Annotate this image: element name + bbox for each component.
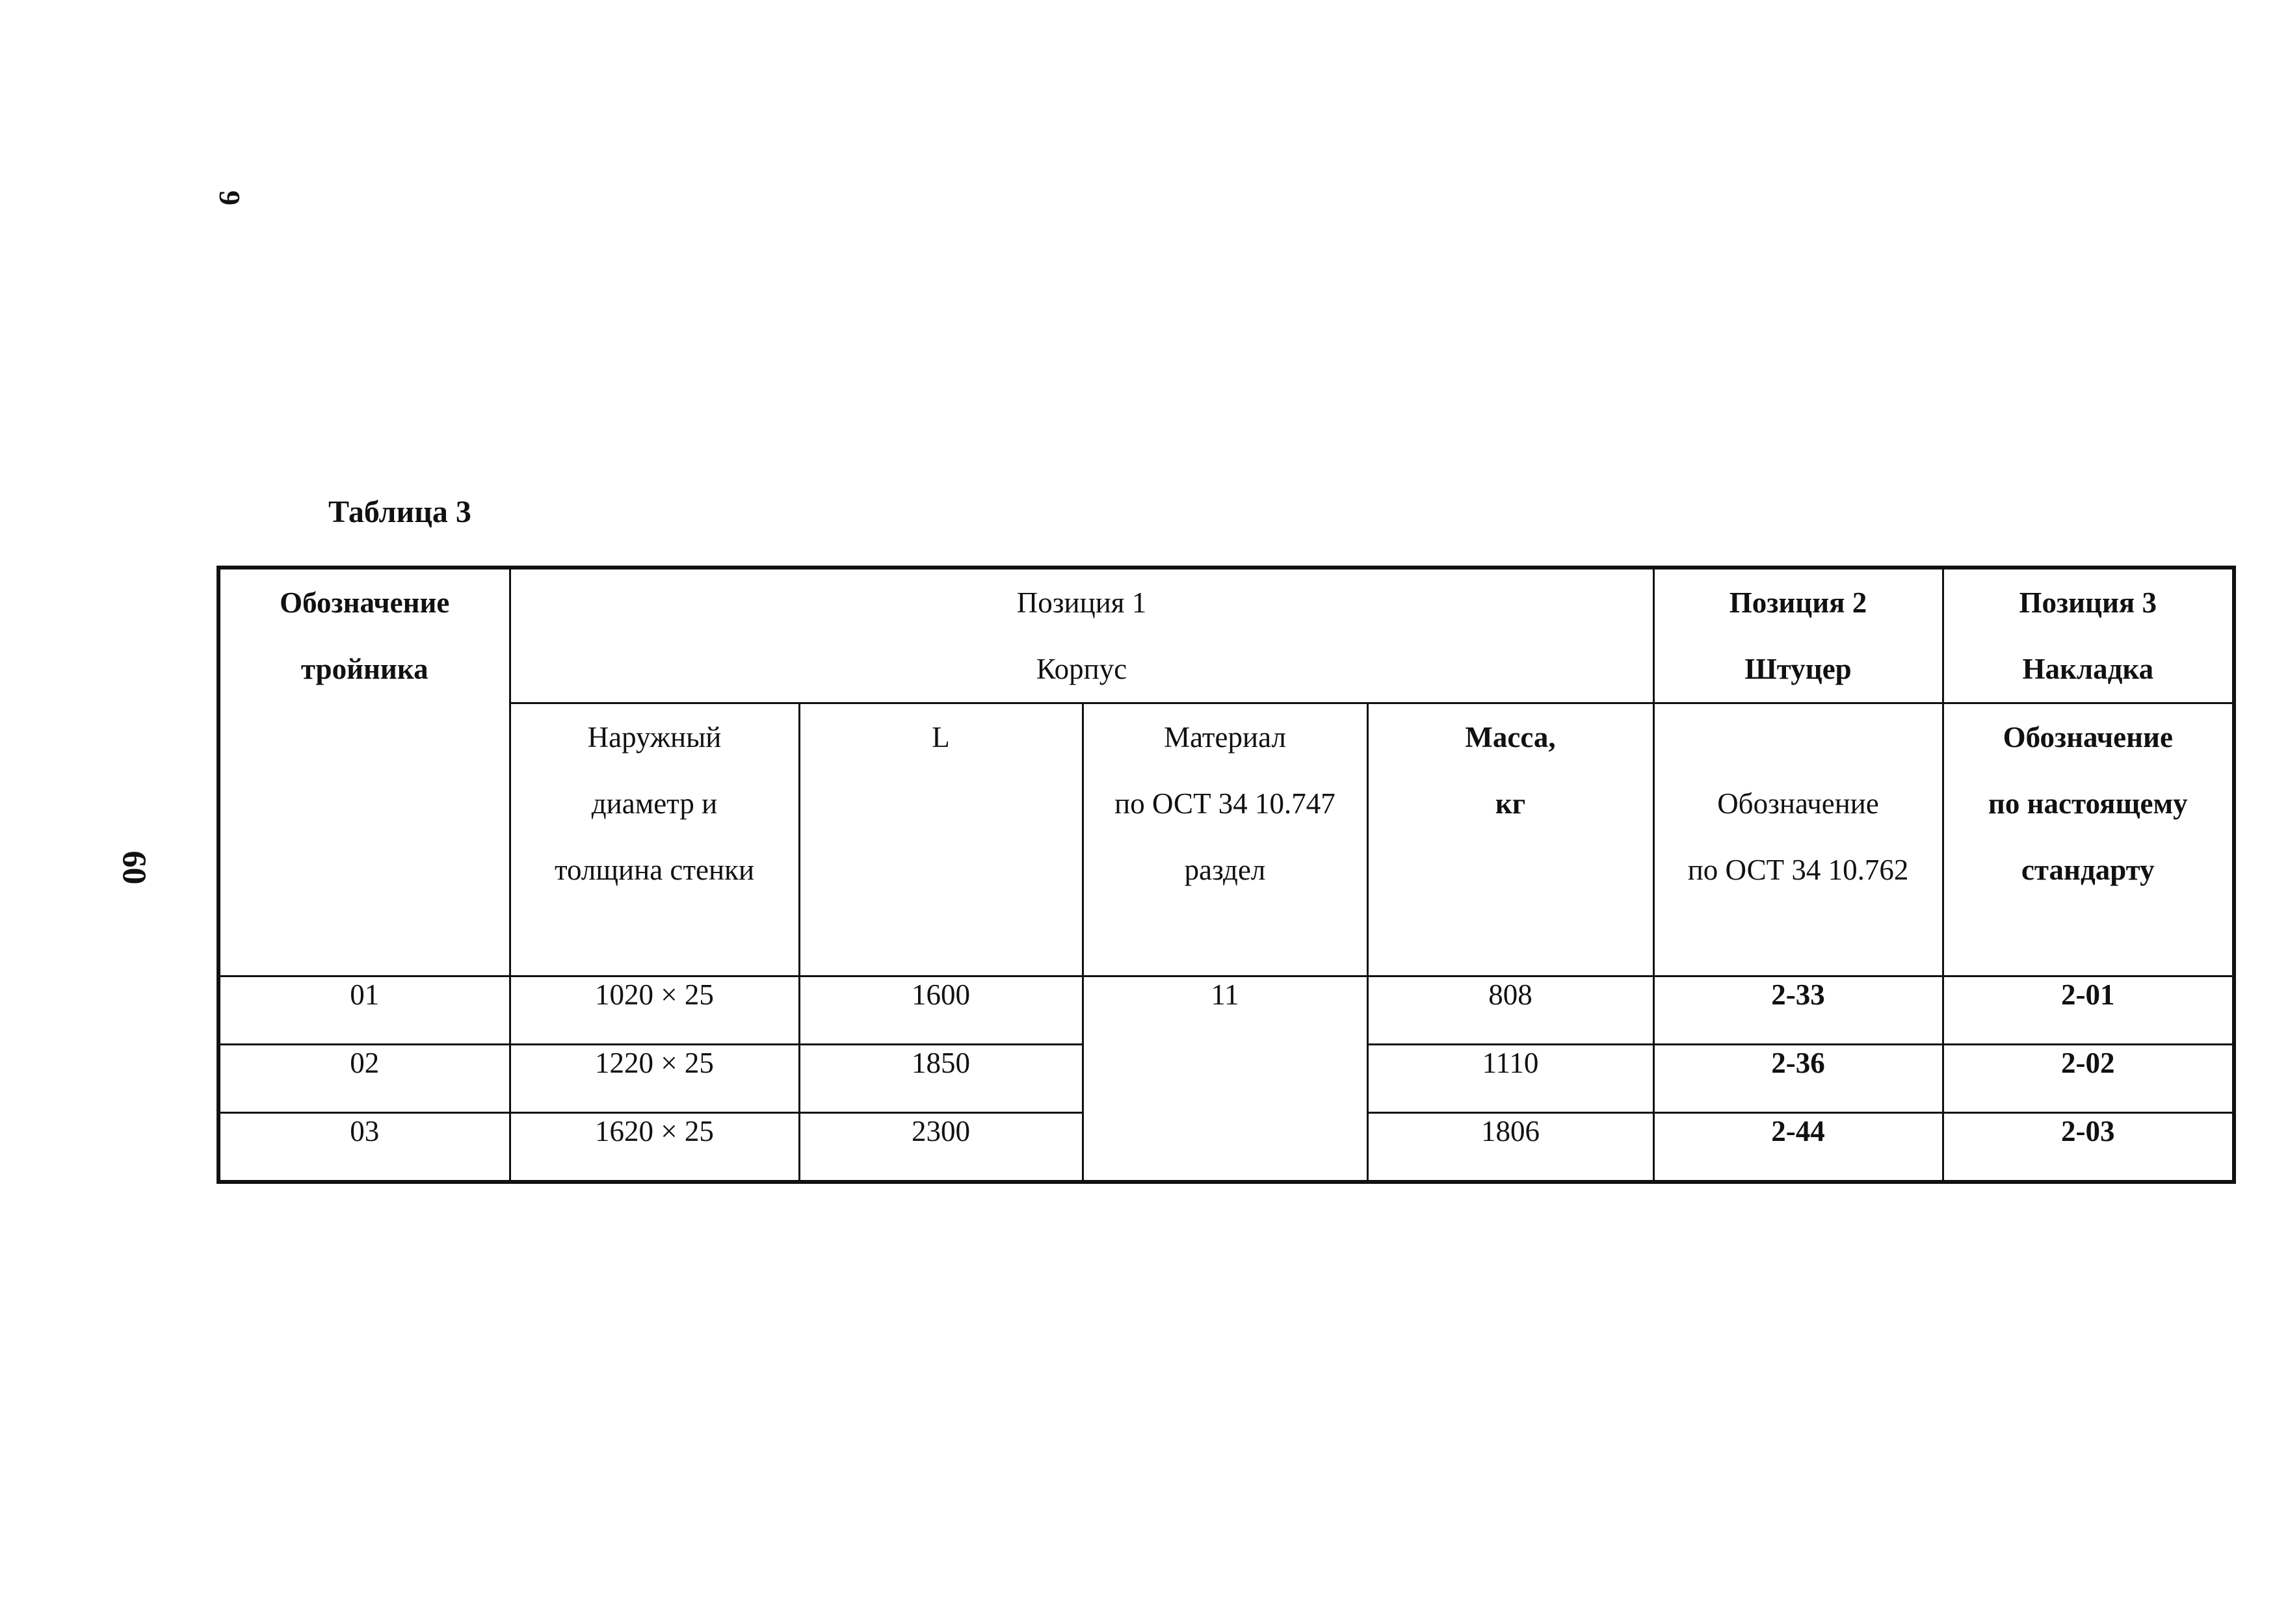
cell-p3-text: 2-02 bbox=[2061, 1047, 2115, 1079]
cell-diameter bbox=[510, 1113, 799, 1183]
cell-p3 bbox=[1943, 976, 2234, 1045]
header-p3-designation-line-1: Обозначение bbox=[2003, 721, 2173, 753]
cell-designation-text: 02 bbox=[350, 1047, 380, 1079]
cell-designation-text: 01 bbox=[350, 978, 380, 1011]
header-position-1 bbox=[510, 568, 1653, 703]
header-p2-designation-line-2: по ОСТ 34 10.762 bbox=[1687, 854, 1909, 886]
header-outer-diameter-line-2: диаметр и bbox=[591, 787, 718, 820]
header-material-line-3: раздел bbox=[1184, 854, 1266, 886]
cell-mass-text: 808 bbox=[1488, 978, 1532, 1011]
cell-p2-text: 2-36 bbox=[1771, 1047, 1825, 1079]
header-length-label: L bbox=[932, 721, 950, 753]
cell-length bbox=[799, 976, 1083, 1045]
page-number-side: 60 bbox=[115, 850, 153, 885]
header-position-3-name: Накладка bbox=[2022, 653, 2154, 685]
header-p3-designation-line-3: стандарту bbox=[2021, 854, 2155, 886]
header-outer-diameter bbox=[510, 703, 799, 976]
cell-diameter-text: 1620 × 25 bbox=[595, 1115, 714, 1147]
specification-table bbox=[217, 566, 2236, 1184]
header-material-line-2: по ОСТ 34 10.747 bbox=[1114, 787, 1335, 820]
header-p2-designation-line-1: Обозначение bbox=[1717, 787, 1879, 820]
header-position-1-title: Позиция 1 bbox=[1016, 586, 1147, 619]
header-position-3-title: Позиция 3 bbox=[2019, 586, 2157, 619]
header-designation bbox=[218, 568, 510, 976]
header-material bbox=[1083, 703, 1367, 976]
cell-material-section-text: 11 bbox=[1211, 978, 1239, 1011]
cell-p2 bbox=[1653, 1045, 1943, 1113]
cell-diameter bbox=[510, 1045, 799, 1113]
header-designation-line-1: Обозначение bbox=[280, 586, 450, 619]
cell-p2 bbox=[1653, 976, 1943, 1045]
cell-length-text: 2300 bbox=[912, 1115, 970, 1147]
header-outer-diameter-line-1: Наружный bbox=[587, 721, 722, 753]
cell-diameter-text: 1220 × 25 bbox=[595, 1047, 714, 1079]
table-row bbox=[218, 976, 2234, 1045]
cell-p3 bbox=[1943, 1045, 2234, 1113]
cell-diameter-text: 1020 × 25 bbox=[595, 978, 714, 1011]
header-row-sub bbox=[218, 703, 2234, 976]
header-position-2-title: Позиция 2 bbox=[1729, 586, 1867, 619]
header-p3-designation-line-2: по настоящему bbox=[1988, 787, 2188, 820]
cell-length bbox=[799, 1113, 1083, 1183]
page-number-top: 9 bbox=[213, 190, 246, 205]
cell-length bbox=[799, 1045, 1083, 1113]
header-length bbox=[799, 703, 1083, 976]
cell-p3 bbox=[1943, 1113, 2234, 1183]
cell-diameter bbox=[510, 976, 799, 1045]
cell-designation bbox=[218, 1113, 510, 1183]
table-caption: Таблица 3 bbox=[328, 495, 471, 529]
cell-designation-text: 03 bbox=[350, 1115, 380, 1147]
header-designation-line-2: тройника bbox=[300, 653, 428, 685]
cell-p3-text: 2-03 bbox=[2061, 1115, 2115, 1147]
cell-material-section bbox=[1083, 976, 1367, 1183]
cell-p2-text: 2-44 bbox=[1771, 1115, 1825, 1147]
cell-mass-text: 1110 bbox=[1482, 1047, 1539, 1079]
header-mass-line-1: Масса, bbox=[1465, 721, 1556, 753]
header-mass bbox=[1367, 703, 1653, 976]
header-mass-line-2: кг bbox=[1495, 787, 1526, 820]
header-position-1-name: Корпус bbox=[1036, 653, 1127, 685]
cell-p3-text: 2-01 bbox=[2061, 978, 2115, 1011]
cell-p2-text: 2-33 bbox=[1771, 978, 1825, 1011]
header-position-2-name: Штуцер bbox=[1744, 653, 1852, 685]
header-p2-designation bbox=[1653, 703, 1943, 976]
header-material-line-1: Материал bbox=[1164, 721, 1286, 753]
header-position-3 bbox=[1943, 568, 2234, 703]
header-outer-diameter-line-3: толщина стенки bbox=[554, 854, 755, 886]
cell-length-text: 1600 bbox=[912, 978, 970, 1011]
cell-mass bbox=[1367, 1113, 1653, 1183]
header-position-2 bbox=[1653, 568, 1943, 703]
cell-designation bbox=[218, 1045, 510, 1113]
cell-designation bbox=[218, 976, 510, 1045]
header-row-top bbox=[218, 568, 2234, 703]
cell-mass-text: 1806 bbox=[1481, 1115, 1540, 1147]
cell-mass bbox=[1367, 976, 1653, 1045]
cell-length-text: 1850 bbox=[912, 1047, 970, 1079]
header-p3-designation bbox=[1943, 703, 2234, 976]
cell-mass bbox=[1367, 1045, 1653, 1113]
cell-p2 bbox=[1653, 1113, 1943, 1183]
